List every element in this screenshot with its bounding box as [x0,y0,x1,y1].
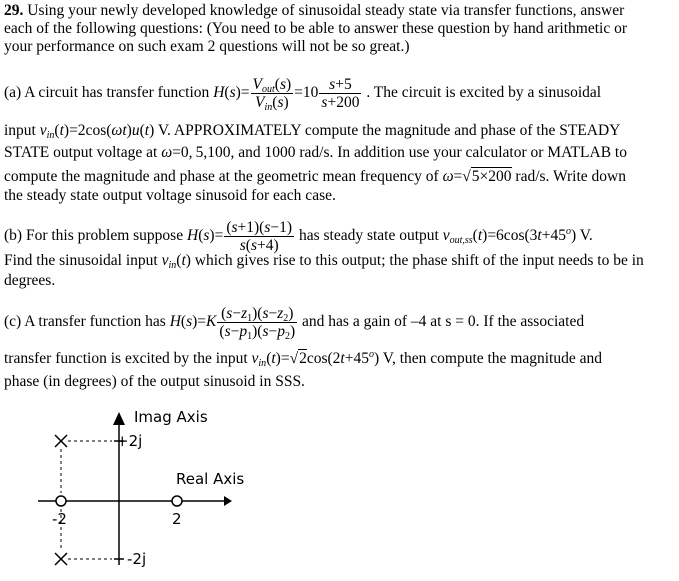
part-a-line-1: (a) A circuit has transfer function H(s)= $\frac{V_{out}(s)}{V_{in}(s)}$ =10 $\frac{s+5}{s+200}$ . The circuit is excited by a sinusoidal [4,76,602,113]
part-a-line-5: the steady state output voltage sinusoid for each case. [4,187,336,204]
tick-label-2: 2 [172,510,182,528]
real-axis-arrow-icon [224,496,232,506]
real-axis-label: Real Axis [176,470,245,488]
zero-right-circle-icon [172,496,182,506]
part-b-line-2: Find the sinusoidal input $v_{in}(t)$ which gives rise to this output; the phase shift of the input needs to be in [4,252,644,271]
part-c-line-2: transfer function is excited by the input $v_{in}(t)=√2\cos(2t+45^o)$ V, then compute the magnitude and [4,349,602,369]
tick-label-neg2: -2 [52,510,67,528]
pole-bottom-x-icon [55,553,67,565]
imag-axis-arrow-icon [113,412,125,425]
part-a-tail: . The circuit is excited by a sinusoidal [366,84,602,102]
part-c-line-1: (c) A transfer function has H(s)=K $\frac{(s-z_1)(s-z_2)}{(s-p_1)(s-p_2)}$ and has a gain of –4 at s = 0. If the associated [4,305,585,342]
part-b-line-1: (b) For this problem suppose H(s)= $\frac{(s+1)(s-1)}{s(s+4)}$ has steady state output $v_{out,ss}(t)=6\cos(3t+45^o)$ V. [4,219,593,254]
transfer-fraction-c: $\frac{(s-z_1)(s-z_2)}{(s-p_1)(s-p_2)}$ [219,305,296,342]
part-a-line-3: STATE output voltage at ω=0, 5,100, and 1000 rad/s. In addition use your calculator or MATLAB to [4,144,627,161]
transfer-fraction-vout-vin: $\frac{V_{out}(s)}{V_{in}(s)}$ [252,76,292,113]
part-b-line-3: degrees. [4,272,56,289]
zero-left-circle-icon [56,496,66,506]
problem-number: 29. [4,2,24,19]
intro-line-3: your performance on such exam 2 questions will not be so great.) [4,38,410,55]
imag-axis-label: Imag Axis [134,408,208,426]
part-a-line-2: input $v_{in}(t)=2\cos(\omega t)u(t)$ V. APPROXIMATELY compute the magnitude and phase of the STEADY [4,122,621,141]
transfer-fraction-b: $\frac{(s+1)(s-1)}{s(s+4)}$ [226,219,293,254]
part-a-lead: (a) A circuit has transfer function [4,84,210,102]
part-a-line-4: compute the magnitude and phase at the geometric mean frequency of ω=√5×200 rad/s. Write down [4,168,626,185]
pole-top-x-icon [55,435,67,447]
tick-label-neg2j: -2j [127,550,147,568]
intro-line-2: each of the following questions: (You need to be able to answer these question by hand arithmetic or [4,20,628,37]
intro-text-1: Using your newly developed knowledge of sinusoidal steady state via transfer functions, answer [27,2,625,19]
tick-label-plus2j: +2j [116,432,143,450]
part-c-line-3: phase (in degrees) of the output sinusoid in SSS. [4,373,305,390]
transfer-fraction-a: $\frac{s+5}{s+200}$ [321,76,360,111]
